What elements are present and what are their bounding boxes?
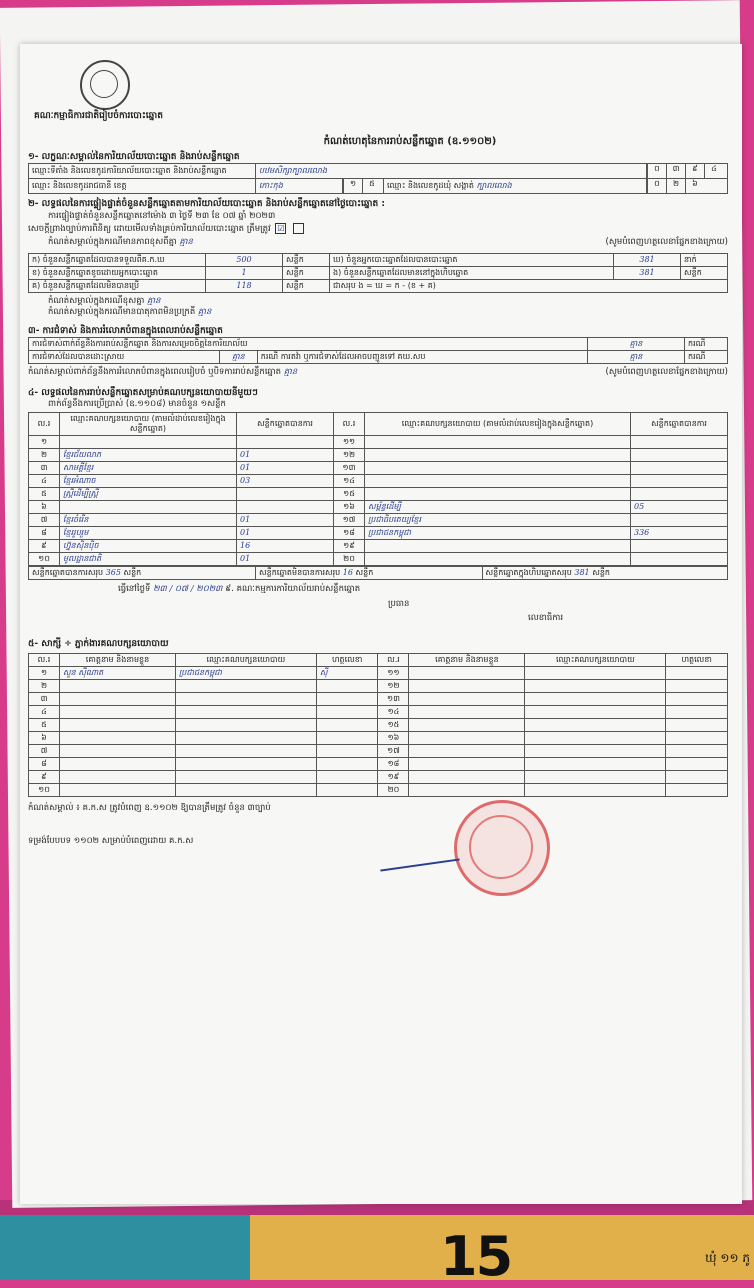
s4-col-party: ឈ្មោះគណបក្សនយោបាយ (តាមលំដាប់លេខរៀងក្នុងសន្លឹកឆ្នោត) xyxy=(60,413,237,436)
s5-row-name-right xyxy=(409,706,525,719)
s4-row-votes-right xyxy=(631,449,728,462)
s4-col-no-right: ល.រ xyxy=(334,413,365,436)
s4-row-votes-right: 05 xyxy=(631,501,728,514)
s5-row-sign xyxy=(316,680,378,693)
s5-row-sign xyxy=(316,732,378,745)
s5-table-body xyxy=(29,667,728,797)
s5-row-party xyxy=(175,706,316,719)
s5-row-party-right xyxy=(525,680,666,693)
s2-unit-b: សន្លឹក xyxy=(681,267,728,280)
s4-row-no: ២ xyxy=(29,449,60,462)
s4-table-row xyxy=(29,449,728,462)
s4-row-votes-right xyxy=(631,462,728,475)
s5-table-row xyxy=(29,758,728,771)
s5-row-party-right xyxy=(525,758,666,771)
section2-table xyxy=(28,253,728,293)
s2-value-b: 381 xyxy=(614,254,681,267)
s5-row-no-right: ១១ xyxy=(378,667,409,680)
s2-fill-hint: (សូមបំពេញហត្ថលេខាផ្នែកខាងក្រោយ) xyxy=(605,236,728,247)
s5-row-sign xyxy=(316,771,378,784)
s5-row-no: ៣ xyxy=(29,693,60,706)
s5-row-sign-right xyxy=(666,758,728,771)
s2-value-a: 118 xyxy=(206,280,283,293)
s4-table-row xyxy=(29,462,728,475)
s5-row-sign-right xyxy=(666,784,728,797)
s5-col-party: ឈ្មោះគណបក្សនយោបាយ xyxy=(175,654,316,667)
s5-row-party-right xyxy=(525,693,666,706)
s5-table-row xyxy=(29,732,728,745)
s4-row-votes-right xyxy=(631,553,728,566)
s5-row-party-right xyxy=(525,732,666,745)
s2-date-text: ការផ្ទៀងផ្ទាត់ចំនួនសន្លឹកឆ្នោតនៅម៉ោង ៣ ថ្ងៃទី ២៣ ខែ ០៧ ឆ្នាំ ២០២៣ xyxy=(48,210,276,221)
s4-total-valid-cell: សន្លឹកឆ្នោតបានការសរុប 365 សន្លឹក xyxy=(29,567,256,580)
s5-row-party xyxy=(175,745,316,758)
s5-row-sign-right xyxy=(666,706,728,719)
s4-row-party-right: សម្ព័ន្ធដើម្បី xyxy=(365,501,631,514)
s5-row-name-right xyxy=(409,667,525,680)
s4-row-votes-right xyxy=(631,436,728,449)
form-title: កំណត់ហេតុនៃការរាប់សន្លឹកឆ្នោត (ឧ.១១០២) xyxy=(323,136,497,147)
s4-row-no: ១ xyxy=(29,436,60,449)
s5-row-name-right xyxy=(409,732,525,745)
section3-table xyxy=(28,337,728,364)
s4-row-no-right: ១៨ xyxy=(334,527,365,540)
s4-row-party: ខ្មែរចំរើន xyxy=(60,514,237,527)
s5-row-name xyxy=(60,693,176,706)
s3-note-label: កំណត់សម្គាល់ពាក់ព័ន្ធនឹងការរំលោភបំពានក្នុងពេលរៀបចំ ឬបិទការរាប់សន្លឹកឆ្នោត xyxy=(28,366,282,377)
s4-col-votes: សន្លឹកឆ្នោតបានការ xyxy=(237,413,334,436)
s2-value-b: 381 xyxy=(614,267,681,280)
s5-row-sign xyxy=(316,719,378,732)
s4-chair-label: ប្រធាន xyxy=(388,599,410,609)
s3-note-value: គ្មាន xyxy=(283,366,298,377)
s5-col-sign: ហត្ថលេខា xyxy=(316,654,378,667)
s5-row-party: ប្រជាជនកម្ពុជា xyxy=(175,667,316,680)
s4-row-votes: 01 xyxy=(237,449,334,462)
s4-sign-label: ៩. គណៈកម្មការការិយាល័យរាប់សន្លឹកឆ្នោត xyxy=(225,584,361,595)
s4-table-row xyxy=(29,475,728,488)
section4-table xyxy=(28,412,728,566)
s5-row-sign xyxy=(316,693,378,706)
s4-table-row xyxy=(29,514,728,527)
section3-title: ៣- ការជំទាស់ និងការរំលោភបំពានក្នុងពេលរាប់សន្លឹកឆ្នោត xyxy=(28,325,223,336)
s5-row-sign-right xyxy=(666,667,728,680)
s4-row-no: ៥ xyxy=(29,488,60,501)
section2-title: ២- លទ្ធផលនៃការផ្ទៀងផ្ទាត់ចំនួនសន្លឹកឆ្នោតតាមការិយាល័យបោះឆ្នោត និងរាប់សន្លឹកឆ្នោតនៅថ្ងៃបោះឆ្នោត : xyxy=(28,199,385,210)
s5-row-party-right xyxy=(525,719,666,732)
s3-row2-value: គ្មាន xyxy=(219,350,257,363)
s5-row-name xyxy=(60,745,176,758)
s2-label-a: ក) ចំនួនសន្លឹកឆ្នោតដែលបានទទួលពីគ.ក.ឃ xyxy=(29,254,206,267)
s4-row-votes xyxy=(237,501,334,514)
s4-row-no: ៨ xyxy=(29,527,60,540)
section1-title: ១- លក្ខណៈសម្គាល់នៃការិយាល័យបោះឆ្នោត និងរាប់សន្លឹកឆ្នោត xyxy=(28,152,240,162)
org-header: គណៈកម្មាធិការជាតិរៀបចំការបោះឆ្នោត xyxy=(34,111,163,121)
s5-row-no: ៨ xyxy=(29,758,60,771)
s4-row-no: ៣ xyxy=(29,462,60,475)
s4-row-party xyxy=(60,436,237,449)
s2-formula: ជាសរុប ង = ឃ = ក - (ខ + គ) xyxy=(330,280,728,293)
s4-row-votes-right xyxy=(631,540,728,553)
s4-row-party-right xyxy=(365,553,631,566)
s4-total-box-cell: សន្លឹកឆ្នោតក្នុងហិបឆ្នោតសរុប 381 សន្លឹក xyxy=(482,567,728,580)
s5-row-party xyxy=(175,680,316,693)
s4-col-votes-right: សន្លឹកឆ្នោតបានការ xyxy=(631,413,728,436)
s2-note-value: គ្មាន xyxy=(179,236,193,247)
s1-row1-code: ០ ៣ ៩ ៤ xyxy=(647,164,728,179)
official-seal-icon xyxy=(454,800,550,896)
s4-row-no: ៦ xyxy=(29,501,60,514)
s4-row-party-right: ប្រជាធិបតេយ្យខ្មែរ xyxy=(365,514,631,527)
s5-row-sign xyxy=(316,745,378,758)
s4-row-votes xyxy=(237,436,334,449)
s5-row-no: ៦ xyxy=(29,732,60,745)
s5-row-name xyxy=(60,758,176,771)
s4-table-row xyxy=(29,540,728,553)
s4-total-box: 381 xyxy=(574,568,590,578)
s5-row-name-right xyxy=(409,771,525,784)
s2-note2-label: កំណត់សម្គាល់ក្នុងករណីខុសគ្នា xyxy=(48,296,145,307)
s4-row-votes: 01 xyxy=(237,514,334,527)
s2-note-line xyxy=(28,237,728,248)
s5-row-name-right xyxy=(409,680,525,693)
s2-label-b: ង) ចំនួនសន្លឹកឆ្នោតដែលមាននៅក្នុងហិបឆ្នោត xyxy=(330,267,614,280)
s4-total-invalid-cell: សន្លឹកឆ្នោតមិនបានការសរុប 16 សន្លឹក xyxy=(256,567,483,580)
s5-row-name xyxy=(60,732,176,745)
s4-row-no-right: ១៧ xyxy=(334,514,365,527)
s4-row-no-right: ២០ xyxy=(334,553,365,566)
s1-row2-code: ១ ៥ xyxy=(343,179,384,194)
s2-unit-a: សន្លឹក xyxy=(283,254,330,267)
s5-row-sign-right xyxy=(666,680,728,693)
nec-emblem-icon xyxy=(80,60,130,110)
s2-verify-checkbox[interactable]: ☑ xyxy=(277,224,285,234)
s5-row-no-right: ១៦ xyxy=(378,732,409,745)
s5-table-row xyxy=(29,706,728,719)
s3-row1-unit: ករណី xyxy=(685,337,728,350)
s4-row-party: ខ្មែរអំណាច xyxy=(60,475,237,488)
s5-row-party xyxy=(175,732,316,745)
background-number: 15 xyxy=(440,1225,512,1288)
s5-row-name xyxy=(60,719,176,732)
s3-row2-unit2: ករណី xyxy=(685,350,728,363)
s4-row-votes: 03 xyxy=(237,475,334,488)
s2-value-a: 500 xyxy=(206,254,283,267)
s5-row-name-right xyxy=(409,719,525,732)
s4-total-valid: 365 xyxy=(105,568,121,578)
s5-col-no: ល.រ xyxy=(29,654,60,667)
s4-row-no-right: ១៦ xyxy=(334,501,365,514)
s5-row-name xyxy=(60,784,176,797)
s4-row-no-right: ១១ xyxy=(334,436,365,449)
s5-row-no: ៩ xyxy=(29,771,60,784)
s2-verify-line xyxy=(28,223,728,235)
s5-row-sign xyxy=(316,706,378,719)
s2-label-b: ឃ) ចំនួនអ្នកបោះឆ្នោតដែលបានបោះឆ្នោត xyxy=(330,254,614,267)
section5-table xyxy=(28,653,728,797)
s5-row-party-right xyxy=(525,745,666,758)
s5-row-party xyxy=(175,693,316,706)
s2-unit-a: សន្លឹក xyxy=(283,267,330,280)
s5-row-no: ១០ xyxy=(29,784,60,797)
s2-note-label: កំណត់សម្គាល់ក្នុងករណីមានភាពខុសពីគ្នា xyxy=(48,236,177,247)
s5-row-name xyxy=(60,706,176,719)
s3-row2-value2: គ្មាន xyxy=(588,350,685,363)
s4-subtitle: ពាក់ព័ន្ធនឹងការប្រើប្រាស់ (ឧ.១១០៨) មានចំនួន ១សន្លឹក xyxy=(48,398,226,409)
s2-label-a: គ) ចំនួនសន្លឹកឆ្នោតដែលមិនបានប្រើ xyxy=(29,280,206,293)
s4-total-invalid: 16 xyxy=(342,568,353,578)
s5-col-name: គោត្តនាម និងនាមខ្លួន xyxy=(60,654,176,667)
s4-date-value: ២៣ / ០៧ / ២០២៣ xyxy=(153,584,223,595)
s4-col-no: ល.រ xyxy=(29,413,60,436)
s4-row-party-right xyxy=(365,540,631,553)
s4-signature-area xyxy=(28,595,728,639)
s4-table-row xyxy=(29,488,728,501)
s3-note-line xyxy=(28,367,728,378)
s4-date-line xyxy=(28,584,728,595)
s4-row-votes-right xyxy=(631,514,728,527)
s4-row-votes-right: 336 xyxy=(631,527,728,540)
s2-row xyxy=(29,267,728,280)
s2-row xyxy=(29,280,728,293)
s2-value-a: 1 xyxy=(206,267,283,280)
s5-row-sign xyxy=(316,784,378,797)
s4-row-votes: 01 xyxy=(237,553,334,566)
s2-label-a: ខ) ចំនួនសន្លឹកឆ្នោតខូចដោយអ្នកបោះឆ្នោត xyxy=(29,267,206,280)
s1-row2-code2: ០ ២ ៦ xyxy=(647,179,728,194)
form-body xyxy=(28,152,728,1242)
s4-row-votes-right xyxy=(631,475,728,488)
s3-row1-value: គ្មាន xyxy=(588,337,685,350)
s2-note3-label: កំណត់សម្គាល់ក្នុងករណីមានបាតុភាពមិនប្រក្រតី xyxy=(48,307,196,317)
s3-row2-label2-cell: ករណី ការតវ៉ា ឬការជំទាស់ដែលអាចបញ្ជូនទៅ គឃ.សប xyxy=(257,350,587,363)
section5-title: ៥- សាក្សី ÷ ភ្នាក់ងារគណបក្សនយោបាយ xyxy=(28,639,169,649)
s4-totals xyxy=(28,566,728,580)
s5-row-party-right xyxy=(525,667,666,680)
s5-row-party xyxy=(175,771,316,784)
s4-row-party: មូលដ្ឋានជាតិ xyxy=(60,553,237,566)
s5-row-name xyxy=(60,680,176,693)
s5-row-sign-right xyxy=(666,771,728,784)
s2-verify-text: សេចក្ដីព្រាងច្បាប់ការពិនិត្យ ដោយមើលទាំងគ្រប់ការិយាល័យបោះឆ្នោត ត្រឹមត្រូវ xyxy=(28,224,271,235)
s5-row-no: ៧ xyxy=(29,745,60,758)
section4-title: ៤- លទ្ធផលនៃការរាប់សន្លឹកឆ្នោតសម្រាប់គណបក្សនយោបាយនីមួយៗ xyxy=(28,387,258,398)
s5-row-no: ៤ xyxy=(29,706,60,719)
s5-table-row xyxy=(29,771,728,784)
s4-row-no-right: ១៣ xyxy=(334,462,365,475)
s5-row-no: ៥ xyxy=(29,719,60,732)
s4-row-no: ៩ xyxy=(29,540,60,553)
s4-col-party-right: ឈ្មោះគណបក្សនយោបាយ (តាមលំដាប់លេខរៀងក្នុងសន្លឹកឆ្នោត) xyxy=(365,413,631,436)
s4-row-party-right xyxy=(365,488,631,501)
s4-row-votes-right xyxy=(631,488,728,501)
s4-row-votes xyxy=(237,488,334,501)
s2-verify-checkbox-empty[interactable] xyxy=(293,223,304,234)
s5-row-name xyxy=(60,771,176,784)
s4-table-row xyxy=(29,527,728,540)
s4-row-no-right: ១៤ xyxy=(334,475,365,488)
s5-table-row xyxy=(29,667,728,680)
s4-row-party: ស្រ្តីដើម្បីស្រ្តី xyxy=(60,488,237,501)
s4-row-no: ៧ xyxy=(29,514,60,527)
s5-note: កំណត់សម្គាល់ ៖ គ.ក.ស ត្រូវបំពេញ ឧ.១១០២ ឱ្យបានត្រឹមត្រូវ ចំនួន ៣ច្បាប់ xyxy=(28,803,271,814)
s2-note3-value: គ្មាន xyxy=(197,307,212,317)
section1-table xyxy=(28,163,728,194)
s5-table-row xyxy=(29,745,728,758)
footer-note: ទម្រង់បែបបទ ១១០២ សម្រាប់បំពេញដោយ គ.ក.ស xyxy=(28,835,194,846)
s4-row-party xyxy=(60,501,237,514)
s5-row-sign-right xyxy=(666,732,728,745)
s4-row-votes: 01 xyxy=(237,462,334,475)
s5-row-no-right: ១២ xyxy=(378,680,409,693)
s5-col-sign-right: ហត្ថលេខា xyxy=(666,654,728,667)
s5-col-party-right: ឈ្មោះគណបក្សនយោបាយ xyxy=(525,654,666,667)
s4-row-party-right xyxy=(365,475,631,488)
background-corner-text: ឃុំ ១១ ភូ xyxy=(705,1251,750,1265)
s5-row-no-right: ១៣ xyxy=(378,693,409,706)
s5-row-sign xyxy=(316,758,378,771)
s5-row-party-right xyxy=(525,706,666,719)
s5-row-name-right xyxy=(409,745,525,758)
s5-row-name-right xyxy=(409,758,525,771)
s5-row-party xyxy=(175,719,316,732)
s4-table-row xyxy=(29,436,728,449)
s1-row2-label2: ឈ្មោះ និងលេខកូដឃុំ សង្កាត់ ក្បាលលោង xyxy=(384,179,647,194)
s4-row-votes: 16 xyxy=(237,540,334,553)
s5-row-no: ២ xyxy=(29,680,60,693)
s5-row-party xyxy=(175,784,316,797)
s1-row1-value: បឋមសិក្សាក្បាលលោង xyxy=(256,164,647,179)
s4-row-no-right: ១២ xyxy=(334,449,365,462)
s5-table-row xyxy=(29,719,728,732)
s5-table-row xyxy=(29,693,728,706)
s1-row2-label: ឈ្មោះ និងលេខកូដរាជធានី ខេត្ត xyxy=(29,179,256,194)
s1-row2-value2: ក្បាលលោង xyxy=(476,181,512,191)
s5-row-sign: ស៊ី xyxy=(316,667,378,680)
s4-row-party-right xyxy=(365,462,631,475)
s4-table-row xyxy=(29,501,728,514)
s5-row-name-right xyxy=(409,784,525,797)
s2-unit-b: នាក់ xyxy=(681,254,728,267)
s4-row-votes: 01 xyxy=(237,527,334,540)
s5-table-row xyxy=(29,784,728,797)
s5-row-no-right: ១៩ xyxy=(378,771,409,784)
s5-row-name: សួន ស៊ីណាត xyxy=(60,667,176,680)
s1-row1-label: ឈ្មោះទីតាំង និងលេខកូដការិយាល័យបោះឆ្នោត និងរាប់សន្លឹកឆ្នោត xyxy=(29,164,256,179)
s5-row-no: ១ xyxy=(29,667,60,680)
s4-row-party: ខ្មែរជ័យលាភ xyxy=(60,449,237,462)
s3-row2-label: ការជំទាស់ដែលបានដោះស្រាយ xyxy=(29,350,220,363)
s4-table-row xyxy=(29,553,728,566)
s5-row-name-right xyxy=(409,693,525,706)
s2-note2-line xyxy=(28,296,728,307)
s5-col-no-right: ល.រ xyxy=(378,654,409,667)
s4-row-no: ៤ xyxy=(29,475,60,488)
document-sheet xyxy=(20,44,742,1204)
s5-row-party-right xyxy=(525,771,666,784)
s4-row-party: សាមគ្គីខ្មែរ xyxy=(60,462,237,475)
s4-row-no-right: ១៥ xyxy=(334,488,365,501)
s5-row-no-right: ១៤ xyxy=(378,706,409,719)
s5-col-name-right: គោត្តនាម និងនាមខ្លួន xyxy=(409,654,525,667)
s1-row2-value: កោះកុង xyxy=(256,179,343,194)
s5-row-party xyxy=(175,758,316,771)
s2-note3-line xyxy=(28,307,728,318)
s5-row-sign-right xyxy=(666,693,728,706)
s2-row xyxy=(29,254,728,267)
s4-row-party: ហ្វ៊ុនស៊ិនប៉ិច xyxy=(60,540,237,553)
s4-secretary-label: លេខាធិការ xyxy=(528,613,564,623)
s5-row-no-right: ១៥ xyxy=(378,719,409,732)
s4-row-no-right: ១៩ xyxy=(334,540,365,553)
s3-row1-label: ការជំទាស់ពាក់ព័ន្ធនឹងការរាប់សន្លឹកឆ្នោត និងការសម្រេចចិត្តនៃការិយាល័យ xyxy=(29,337,588,350)
s4-date-label: ធ្វើនៅថ្ងៃទី xyxy=(118,584,151,595)
s3-fill-hint: (សូមបំពេញហត្ថលេខាផ្នែកខាងក្រោយ) xyxy=(605,366,728,377)
s4-table-body xyxy=(29,436,728,566)
s5-row-party-right xyxy=(525,784,666,797)
s4-row-party-right: ប្រជាជនកម្ពុជា xyxy=(365,527,631,540)
s2-note2-value: គ្មាន xyxy=(147,296,161,307)
s5-row-no-right: ១៨ xyxy=(378,758,409,771)
s5-row-no-right: ២០ xyxy=(378,784,409,797)
s5-row-no-right: ១៧ xyxy=(378,745,409,758)
s4-row-no: ១០ xyxy=(29,553,60,566)
s4-row-party-right xyxy=(365,449,631,462)
s4-row-party: ខ្មែររួបរួម xyxy=(60,527,237,540)
s5-table-row xyxy=(29,680,728,693)
s5-row-sign-right xyxy=(666,719,728,732)
s2-unit-a: សន្លឹក xyxy=(283,280,330,293)
s5-row-sign-right xyxy=(666,745,728,758)
s4-row-party-right xyxy=(365,436,631,449)
